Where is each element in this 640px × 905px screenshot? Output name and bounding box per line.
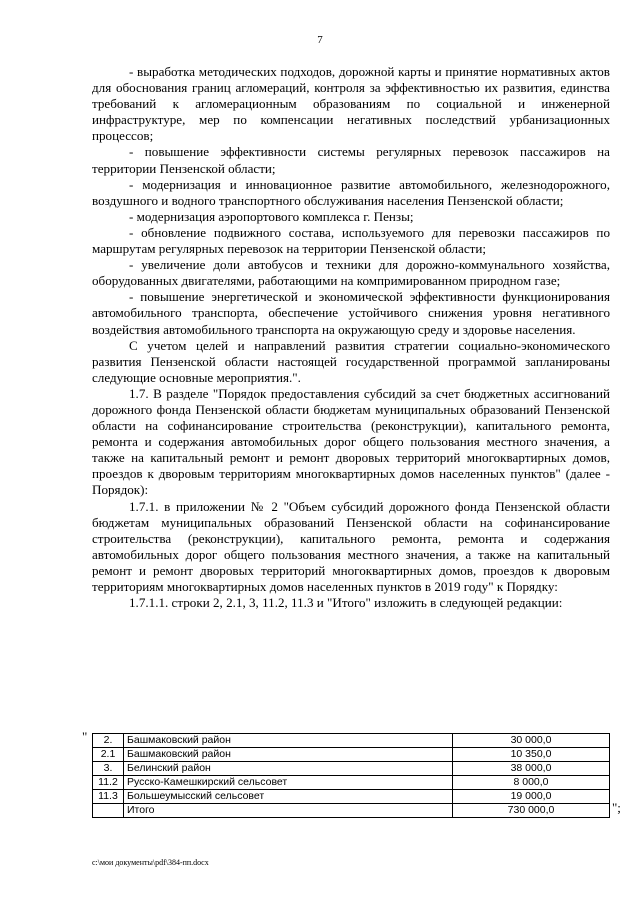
row-value: 38 000,0	[453, 762, 610, 776]
row-number	[93, 804, 124, 818]
table-row-total	[93, 804, 610, 818]
quote-close: ";	[612, 800, 621, 815]
paragraph-3: - модернизация и инновационное развитие автомобильного, железнодорожного, воздушного и водного транспортного обслуживания населения Пензенской области;	[92, 176, 610, 208]
row-number: 3.	[93, 762, 124, 776]
paragraph-7: - повышение энергетической и экономической эффективности функционирования автомобильного транспорта, обеспечение устойчивого снижения уровня негативного воздействия автомобильного транспорта на окружающую среду и здоровье населения.	[92, 289, 610, 337]
row-name: Большеумысский сельсовет	[124, 790, 453, 804]
quote-open: "	[82, 729, 88, 744]
table-row	[93, 762, 610, 776]
paragraph-1: - выработка методических подходов, дорожной карты и принятие нормативных актов для обоснования границ агломераций, контроля за эффективностью их развития, единства требований к агломерационным образованиям по социальной и инженерной инфраструктуре, мер по компенсации негативных последствий урбанизационных процессов;	[92, 64, 610, 144]
row-number: 2.1	[93, 748, 124, 762]
row-number: 11.2	[93, 776, 124, 790]
subsidy-table	[92, 733, 610, 818]
footer-file-path: c:\мои документы\pdf\384-пп.docx	[92, 858, 209, 867]
row-name: Русско-Камешкирский сельсовет	[124, 776, 453, 790]
subsidy-table-wrapper	[92, 733, 610, 818]
paragraph-8: С учетом целей и направлений развития стратегии социально-экономического развития Пензенской области настоящей государственной программой запланированы следующие основные мероприятия.".	[92, 337, 610, 385]
body-text	[92, 64, 610, 611]
row-value: 19 000,0	[453, 790, 610, 804]
table-row	[93, 748, 610, 762]
paragraph-9: 1.7. В разделе "Порядок предоставления субсидий за счет бюджетных ассигнований дорожного фонда Пензенской области бюджетам муниципальных образований Пензенской области на софинансирование строительства (реконструкции), капитального ремонта, ремонта и содержания автомобильных дорог общего пользования местного значения, а также на капитальный ремонт и ремонт дворовых территорий многоквартирных домов, проездов к дворовым территориям многоквартирных домов населенных пунктов" (далее - Порядок):	[92, 385, 610, 498]
table-row	[93, 734, 610, 748]
row-value: 30 000,0	[453, 734, 610, 748]
row-name: Башмаковский район	[124, 748, 453, 762]
paragraph-10: 1.7.1. в приложении № 2 "Объем субсидий дорожного фонда Пензенской области бюджетам муниципальных образований Пензенской области на софинансирование строительства (реконструкции), капитального ремонта, ремонта и содержания автомобильных дорог общего пользования местного значения, а также на капитальный ремонт и ремонт дворовых территорий многоквартирных домов, проездов к дворовым территориям многоквартирных домов населенных пунктов в 2019 году" к Порядку:	[92, 498, 610, 594]
row-value: 10 350,0	[453, 748, 610, 762]
paragraph-2: - повышение эффективности системы регулярных перевозок пассажиров на территории Пензенской области;	[92, 144, 610, 176]
table-row	[93, 776, 610, 790]
row-name: Итого	[124, 804, 453, 818]
row-value: 730 000,0	[453, 804, 610, 818]
paragraph-5: - обновление подвижного состава, используемого для перевозки пассажиров по маршрутам регулярных перевозок на территории Пензенской области;	[92, 224, 610, 257]
table-row	[93, 790, 610, 804]
row-number: 2.	[93, 734, 124, 748]
row-value: 8 000,0	[453, 776, 610, 790]
row-name: Башмаковский район	[124, 734, 453, 748]
row-number: 11.3	[93, 790, 124, 804]
page-number: 7	[317, 34, 323, 46]
paragraph-4: - модернизация аэропортового комплекса г. Пензы;	[129, 208, 414, 224]
row-name: Белинский район	[124, 762, 453, 776]
paragraph-6: - увеличение доли автобусов и техники для дорожно-коммунального хозяйства, оборудованных двигателями, работающими на компримированном природном газе;	[92, 257, 610, 289]
paragraph-11: 1.7.1.1. строки 2, 2.1, 3, 11.2, 11.3 и "Итого" изложить в следующей редакции:	[129, 595, 563, 611]
